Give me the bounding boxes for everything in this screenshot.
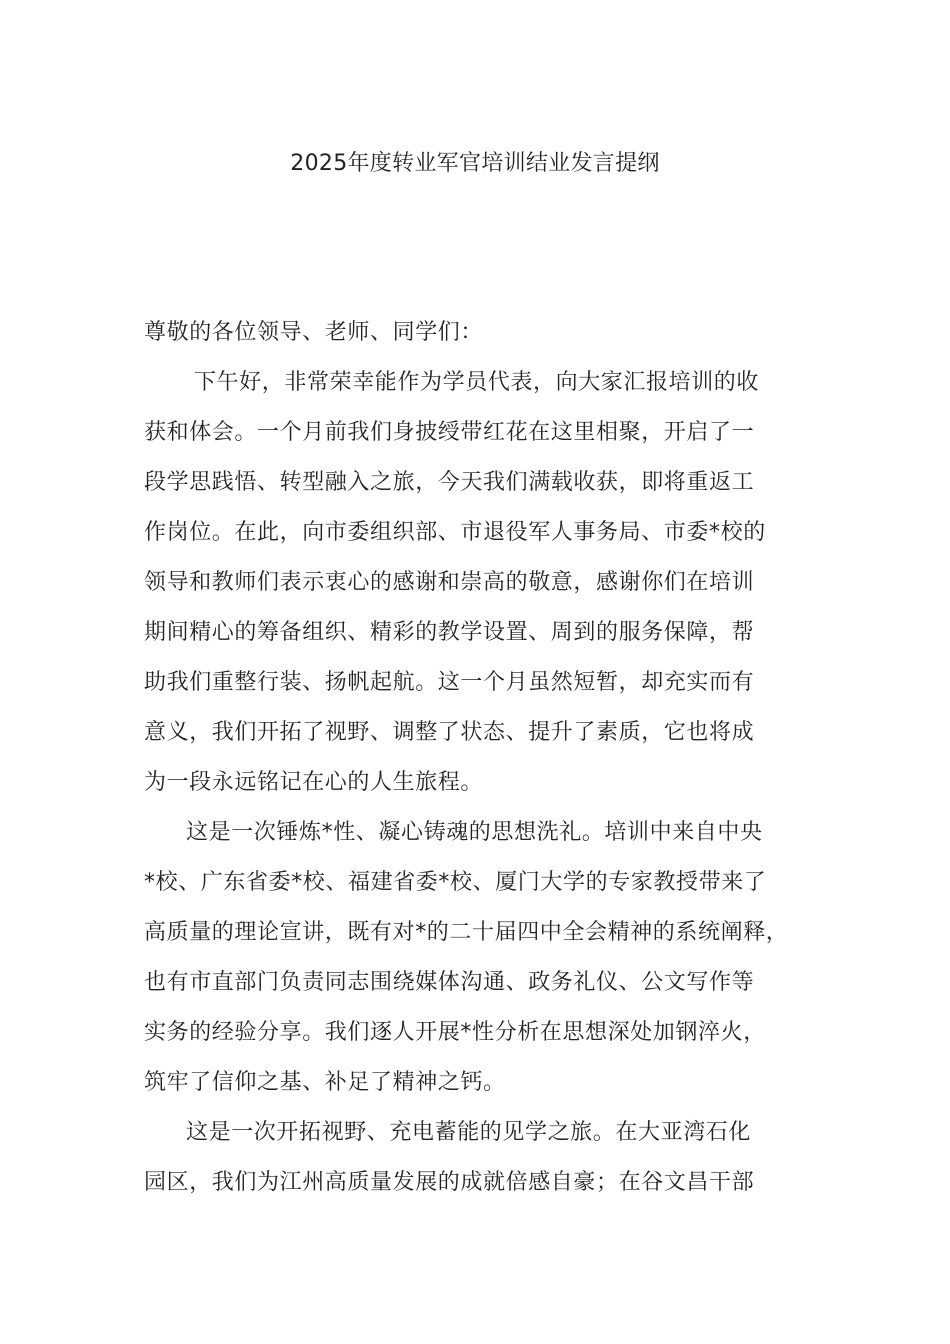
paragraph-line: 领导和教师们表示衷心的感谢和崇高的敬意，感谢你们在培训 (144, 570, 755, 595)
paragraph-line: 意义，我们开拓了视野、调整了状态、提升了素质，它也将成 (144, 720, 755, 745)
paragraph-line: 为一段永远铭记在心的人生旅程。 (144, 770, 484, 795)
document-title: 2025年度转业军官培训结业发言提纲 (290, 151, 660, 176)
paragraph-line: 这是一次开拓视野、充电蓄能的见学之旅。在大亚湾石化 (186, 1120, 752, 1145)
paragraph-line: 助我们重整行装、扬帆起航。这一个月虽然短暂，却充实而有 (144, 670, 755, 695)
paragraph-line: 作岗位。在此，向市委组织部、市退役军人事务局、市委*校的 (144, 520, 766, 545)
paragraph-line: 段学思践悟、转型融入之旅，今天我们满载收获，即将重返工 (144, 470, 755, 495)
paragraph-line: 也有市直部门负责同志围绕媒体沟通、政务礼仪、公文写作等 (144, 970, 755, 995)
paragraph-line: 下午好，非常荣幸能作为学员代表，向大家汇报培训的收 (194, 370, 760, 395)
paragraph-line: 筑牢了信仰之基、补足了精神之钙。 (144, 1070, 506, 1095)
paragraph-line: 园区，我们为江州高质量发展的成就倍感自豪；在谷文昌干部 (144, 1170, 755, 1195)
paragraph-ideology (144, 808, 812, 1108)
paragraph-study-tour (144, 1108, 812, 1208)
paragraph-line: 高质量的理论宣讲，既有对*的二十届四中全会精神的系统阐释， (144, 920, 789, 945)
paragraph-line: 这是一次锤炼*性、凝心铸魂的思想洗礼。培训中来自中央 (186, 820, 763, 845)
paragraph-line: 期间精心的筹备组织、精彩的教学设置、周到的服务保障，帮 (144, 620, 755, 645)
paragraph-line: 实务的经验分享。我们逐人开展*性分析在思想深处加钢淬火， (144, 1020, 766, 1045)
paragraph-line: 获和体会。一个月前我们身披绶带红花在这里相聚，开启了一 (144, 420, 755, 445)
document-body (144, 308, 812, 1208)
salutation: 尊敬的各位领导、老师、同学们： (144, 320, 484, 345)
paragraph-greeting (144, 358, 812, 808)
paragraph-line: *校、广东省委*校、福建省委*校、厦门大学的专家教授带来了 (144, 870, 767, 895)
